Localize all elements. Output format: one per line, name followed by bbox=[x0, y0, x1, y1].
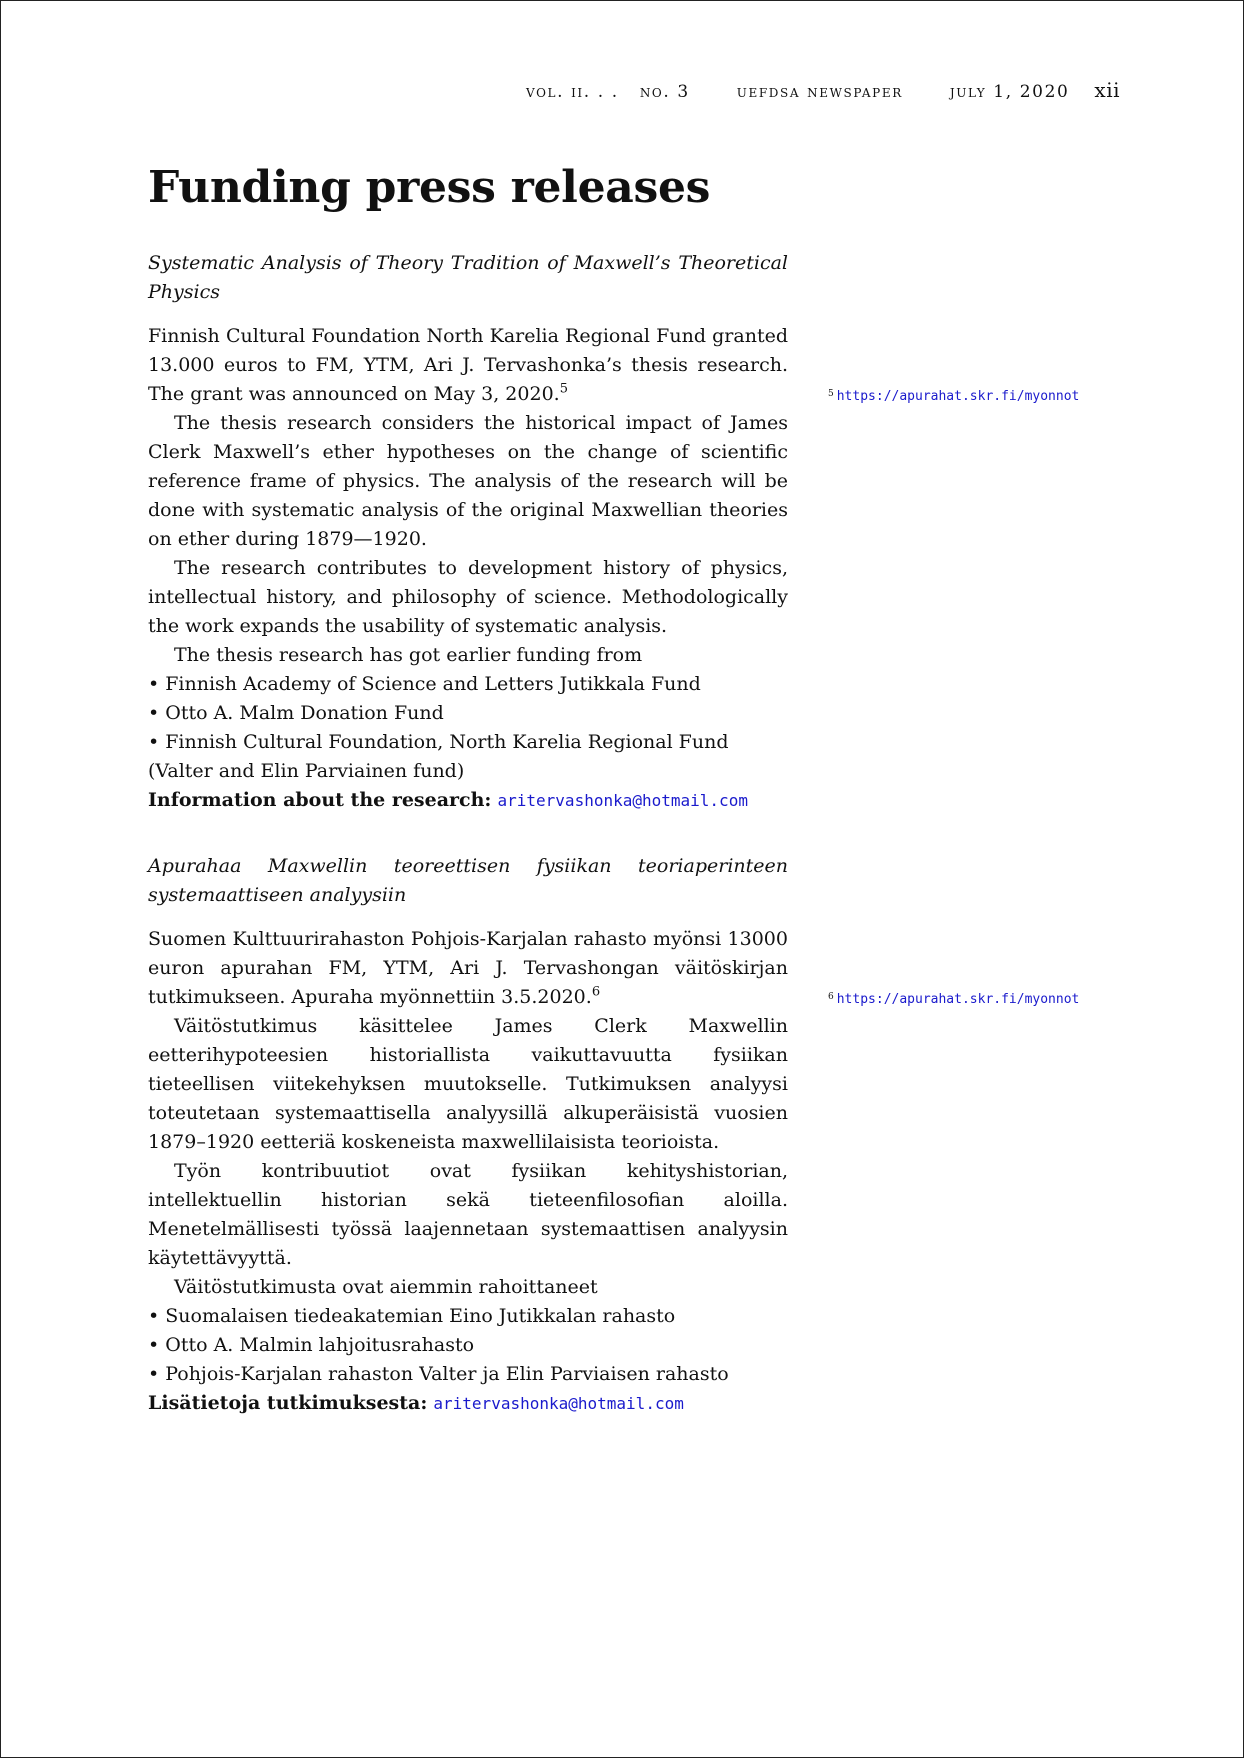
footnote-marker-5: 5 bbox=[559, 381, 568, 397]
finnish-contact bbox=[148, 1389, 788, 1418]
list-item: • Finnish Cultural Foundation, North Karelia Regional Fund (Valter and Elin Parviainen fund) bbox=[148, 731, 729, 782]
header-newspaper: uefdsa newspaper bbox=[736, 82, 903, 102]
english-contact bbox=[148, 786, 788, 815]
email-link[interactable]: aritervashonka@hotmail.com bbox=[497, 791, 748, 810]
footnote-link[interactable]: https://apurahat.skr.fi/myonnot bbox=[836, 389, 1080, 404]
finnish-release bbox=[148, 852, 788, 1418]
english-paragraph-1: Finnish Cultural Foundation North Karelia Regional Fund granted 13.000 euros to FM, YTM, Ari J. Tervashonka’s thesis research. The grant was announced on May 3, 2020.$^5$ bbox=[148, 325, 788, 405]
english-paragraph-2: The thesis research considers the historical impact of James Clerk Maxwell’s ether hypotheses on the change of scientific reference frame of physics. The analysis of the research will be done with systematic analysis of the original Maxwellian theories on ether during 1879—1920. bbox=[148, 412, 788, 550]
finnish-paragraph-1: Suomen Kulttuurirahaston Pohjois-Karjalan rahasto myönsi 13000 euron apurahan FM, YTM, Ari J. Tervashongan väitöskirjan tutkimukseen. Apuraha myönnettiin 3.5.2020.$^6$ bbox=[148, 928, 788, 1008]
english-paragraph-3: The research contributes to development history of physics, intellectual history, and philosophy of science. Methodologically the work expands the usability of systematic analysis. bbox=[148, 557, 788, 637]
header-volume: vol. ii. . . bbox=[526, 82, 619, 102]
finnish-subtitle: Apurahaa Maxwellin teoreettisen fysiikan teoriaperinteen systemaattiseen analyysiin bbox=[148, 855, 788, 906]
list-item: • Otto A. Malm Donation Fund bbox=[148, 702, 444, 724]
english-paragraph-4: The thesis research has got earlier funding from bbox=[174, 644, 643, 666]
finnish-paragraph-2: Väitöstutkimus käsittelee James Clerk Maxwellin eetterihypoteesien historiallista vaikuttavuutta fysiikan tieteellisen viitekehyksen muutokselle. Tutkimuksen analyysi toteutetaan systemaattisella analyysillä alkuperäisistä vuosien 1879–1920 eetteriä koskeneista maxwellilaisista teorioista. bbox=[148, 1015, 788, 1153]
page-title: Funding press releases bbox=[148, 162, 711, 213]
contact-label: Information about the research: bbox=[148, 789, 492, 811]
footnote-5 bbox=[828, 389, 1079, 404]
list-item: • Suomalaisen tiedeakatemian Eino Jutikkalan rahasto bbox=[148, 1305, 676, 1327]
footnote-link[interactable]: https://apurahat.skr.fi/myonnot bbox=[836, 992, 1080, 1007]
page-number: xii bbox=[1094, 78, 1120, 102]
footnote-number: 6 bbox=[828, 992, 834, 1002]
footnote-marker-6: 6 bbox=[591, 984, 601, 1000]
list-item: • Otto A. Malmin lahjoitusrahasto bbox=[148, 1334, 475, 1356]
footnote-6 bbox=[828, 992, 1079, 1007]
contact-label: Lisätietoja tutkimuksesta: bbox=[148, 1392, 428, 1414]
header-issue: no. 3 bbox=[639, 82, 690, 102]
email-link[interactable]: aritervashonka@hotmail.com bbox=[433, 1394, 684, 1413]
footnote-number: 5 bbox=[828, 389, 834, 399]
english-subtitle: Systematic Analysis of Theory Tradition of Maxwell’s Theoretical Physics bbox=[148, 252, 788, 303]
list-item: • Pohjois-Karjalan rahaston Valter ja Elin Parviaisen rahasto bbox=[148, 1363, 729, 1385]
running-header bbox=[486, 78, 1120, 102]
list-item: • Finnish Academy of Science and Letters Jutikkala Fund bbox=[148, 673, 701, 695]
header-date: july 1, 2020 bbox=[949, 82, 1070, 102]
english-release bbox=[148, 249, 788, 815]
finnish-paragraph-3: Työn kontribuutiot ovat fysiikan kehityshistorian, intellektuellin historian sekä tieteenfilosofian aloilla. Menetelmällisesti työssä laajennetaan systemaattisen analyysin käytettävyyttä. bbox=[148, 1160, 788, 1269]
finnish-paragraph-4: Väitöstutkimusta ovat aiemmin rahoittaneet bbox=[174, 1276, 598, 1298]
